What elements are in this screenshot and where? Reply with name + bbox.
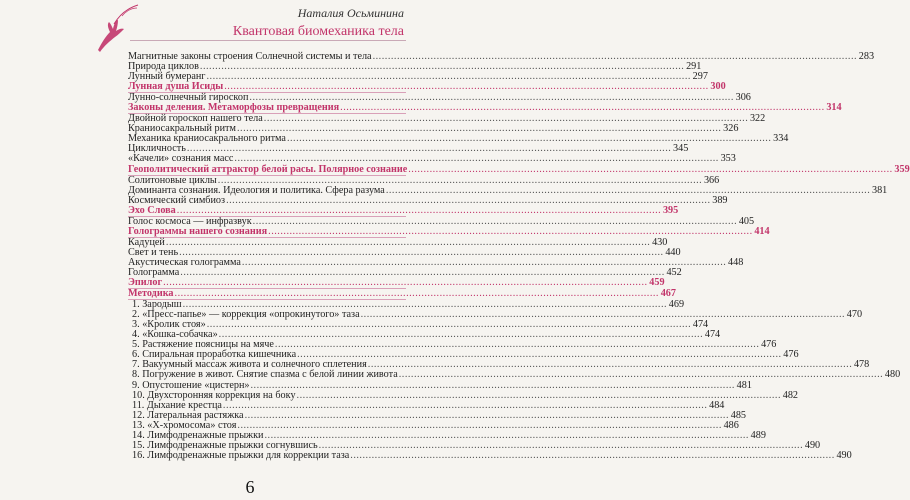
toc-page-number: 470	[846, 309, 863, 321]
dot-leader	[177, 206, 661, 216]
toc-page-number: 476	[783, 349, 799, 361]
toc-entry-title: 6. Спиральная проработка кишечника	[132, 349, 297, 361]
toc-entry-title: Природа циклов	[128, 61, 199, 73]
toc-entry-title: 1. Зародыш	[132, 299, 182, 311]
toc-entry-title: 9. Опустошение «цистерн»	[132, 379, 250, 391]
toc-entry-title: 8. Погружение в живот. Снятие спазма с белой линии живота	[132, 369, 398, 381]
toc-page-number: 486	[723, 419, 739, 431]
toc-page-number: 467	[660, 288, 676, 300]
toc-entry-title: Методика	[128, 288, 174, 300]
hand-feather-icon	[92, 2, 140, 54]
toc-page-number: 476	[761, 339, 777, 351]
toc-entry-row[interactable]	[128, 449, 852, 461]
toc-page-number: 389	[712, 194, 728, 206]
toc-entry-title: «Качели» сознания масс	[128, 153, 234, 165]
toc-entry-title: Акустическая голограмма	[128, 256, 241, 268]
toc-page-number: 490	[804, 439, 821, 451]
toc-page-number: 353	[720, 153, 736, 165]
toc-section-row[interactable]	[128, 163, 910, 176]
toc-entry-title: 11. Дыхание крестца	[132, 399, 222, 411]
toc-entry-title: Лунная душа Исиды	[128, 81, 224, 93]
toc-page-number: 440	[665, 246, 681, 258]
toc-entry-title: 10. Двухсторонняя коррекция на боку	[132, 389, 296, 401]
toc-page-number: 474	[704, 329, 721, 341]
toc-page-number: 297	[692, 71, 708, 83]
toc-page-number: 414	[754, 225, 770, 237]
toc-entry-title: Магнитные законы строения Солнечной системы и тела	[128, 51, 372, 62]
book-title: Квантовая биомеханика тела	[232, 24, 404, 39]
toc-entry-title: Космический симбиоз	[128, 194, 226, 206]
toc-entry-title: Доминанта сознания. Идеология и политика. Сфера разума	[128, 184, 385, 196]
toc-entry-title: 5. Растяжение поясницы на мяче	[132, 339, 274, 351]
toc-page-number: 480	[884, 369, 901, 381]
toc-entry-title: 16. Лимфодренажные прыжки для коррекции таза	[132, 449, 350, 461]
dot-leader	[268, 227, 752, 237]
dot-leader	[175, 289, 659, 299]
dot-leader	[234, 154, 718, 164]
toc-page-number: 474	[692, 319, 709, 331]
toc-entry-title: Солитоновые циклы	[128, 174, 217, 186]
toc-entry-row[interactable]	[128, 369, 901, 381]
toc-entry-title: 3. «Кролик стоя»	[132, 319, 206, 331]
toc-entry-title: Лунно-солнечный гироскоп	[128, 92, 249, 104]
header-divider	[130, 40, 406, 41]
toc-page-number: 345	[673, 143, 689, 155]
toc-page-number: 334	[773, 133, 789, 145]
toc-entry-title: Свет и тень	[128, 246, 179, 258]
toc-entry-title: Эпилог	[128, 277, 163, 289]
toc-page-number: 381	[871, 184, 888, 196]
author-name: Наталия Осьминина	[297, 6, 404, 20]
toc-page-number: 283	[858, 51, 875, 62]
toc-page-number: 326	[723, 123, 739, 135]
toc-entry-title: Геополитический аттрактор белой расы. Полярное сознание	[128, 163, 408, 175]
toc-entry-title: Голограмма	[128, 266, 180, 278]
toc-page-number: 478	[853, 359, 870, 371]
toc-entry-title: Цикличность	[128, 143, 186, 155]
toc-page-number: 484	[709, 399, 725, 411]
toc-page-number: 489	[750, 429, 766, 441]
toc-entry-title: Двойной гороскоп нашего тела	[128, 113, 263, 125]
toc-page-number: 359	[894, 163, 910, 175]
toc-entry-title: 7. Вакуумный массаж живота и солнечного сплетения	[132, 359, 367, 371]
table-of-contents	[128, 51, 910, 461]
toc-entry-title: Голограммы нашего сознания	[128, 225, 268, 237]
toc-entry-row[interactable]	[128, 153, 736, 165]
dot-leader	[350, 451, 834, 461]
toc-page-number: 459	[649, 277, 665, 289]
toc-entry-title: Кадуцей	[128, 236, 165, 248]
dot-leader	[408, 165, 892, 175]
toc-entry-title: 2. «Пресс-папье» — коррекция «опрокинутого» таза	[132, 309, 360, 321]
toc-page-number: 452	[666, 266, 682, 278]
toc-page-number: 430	[652, 236, 668, 248]
page-number: 6	[245, 477, 255, 497]
toc-page-number: 469	[668, 299, 685, 311]
toc-entry-title: 12. Латеральная растяжка	[132, 409, 244, 421]
toc-page-number: 300	[710, 81, 726, 93]
toc-page-number: 306	[735, 92, 751, 104]
dot-leader	[340, 103, 824, 113]
toc-page-number: 322	[749, 113, 766, 125]
toc-page-number: 405	[738, 215, 755, 227]
toc-page-number: 291	[686, 61, 702, 73]
toc-page-number: 490	[836, 449, 852, 461]
toc-entry-title: Механика краниосакрального ритма	[128, 133, 286, 145]
toc-entry-title: Лунный бумеранг	[128, 71, 206, 83]
toc-page-number: 485	[730, 409, 747, 421]
toc-entry-title: 14. Лимфодренажные прыжки	[132, 429, 264, 441]
toc-entry-title: Голос космоса — инфразвук	[128, 215, 252, 227]
toc-page-number: 481	[736, 379, 752, 391]
toc-entry-title: 15. Лимфодренажные прыжки согнувшись	[132, 439, 318, 451]
toc-page-number: 314	[826, 102, 842, 114]
toc-page-number: 395	[662, 204, 679, 216]
toc-entry-title: Краниосакральный ритм	[128, 123, 236, 135]
toc-entry-title: Законы деления. Метаморфозы превращения	[128, 102, 340, 114]
toc-entry-title: 4. «Кошка-собачка»	[132, 329, 218, 341]
dot-leader	[163, 278, 647, 288]
toc-entry-title: Эхо Слова	[128, 204, 176, 216]
dot-leader	[224, 82, 708, 92]
dot-leader	[399, 370, 883, 380]
toc-page-number: 366	[703, 174, 720, 186]
toc-page-number: 482	[782, 389, 798, 401]
toc-entry-title: 13. «Х-хромосома» стоя	[132, 419, 237, 431]
toc-page-number: 448	[728, 256, 744, 268]
